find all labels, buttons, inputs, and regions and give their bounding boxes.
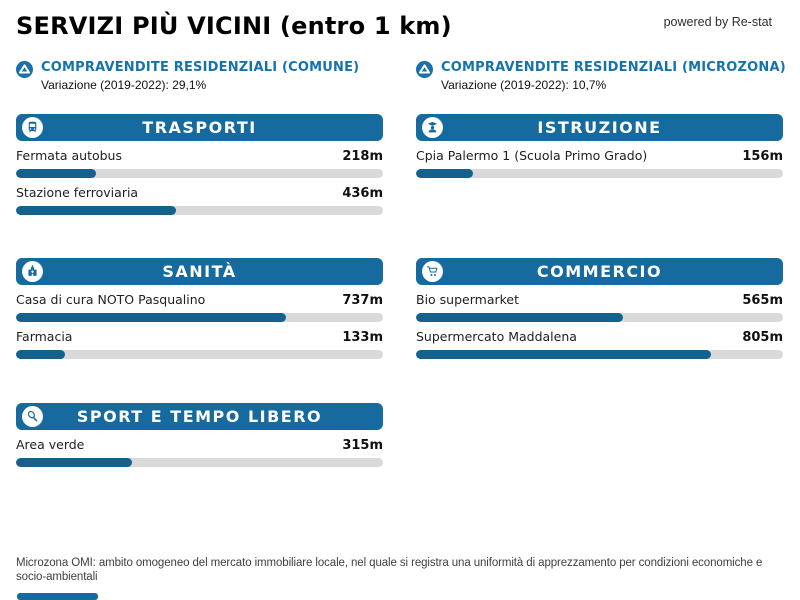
section-header <box>16 403 383 430</box>
distance-bar-track <box>16 313 383 322</box>
microzona-footnote: Microzona OMI: ambito omogeneo del mercato immobiliare locale, nel quale si registra una uniformità di apprezzamento per condizioni economiche e socio-ambientali <box>16 557 763 583</box>
section-header <box>416 258 783 285</box>
distance-bar-track <box>416 350 783 359</box>
service-item <box>16 148 383 178</box>
service-distance: 436m <box>342 186 383 201</box>
service-label: Farmacia <box>16 329 73 344</box>
distance-bar-track <box>416 313 783 322</box>
bus-icon <box>22 117 43 138</box>
distance-bar-track <box>16 206 383 215</box>
page-title: SERVIZI PIÙ VICINI (entro 1 km) <box>16 12 452 40</box>
next-section-header-partial <box>17 593 98 600</box>
service-distance: 133m <box>342 330 383 345</box>
service-item <box>16 329 383 359</box>
service-distance: 805m <box>742 330 783 345</box>
distance-bar-fill <box>416 350 711 359</box>
section-sanita <box>16 258 383 359</box>
section-title: COMMERCIO <box>536 262 663 281</box>
section-title: TRASPORTI <box>142 118 257 137</box>
service-label: Casa di cura NOTO Pasqualino <box>16 292 206 307</box>
distance-bar-fill <box>416 169 473 178</box>
service-distance: 315m <box>342 438 383 453</box>
student-icon <box>422 117 443 138</box>
service-distance: 156m <box>742 149 783 164</box>
service-item <box>16 185 383 215</box>
distance-bar-fill <box>16 350 65 359</box>
service-distance: 737m <box>342 293 383 308</box>
service-label: Stazione ferroviaria <box>16 185 139 200</box>
stat-variation: Variazione (2019-2022): 10,7% <box>441 78 607 92</box>
stat-comune <box>16 60 359 92</box>
stat-label: COMPRAVENDITE RESIDENZIALI (MICROZONA) <box>441 60 786 75</box>
service-label: Area verde <box>16 437 85 452</box>
distance-bar-fill <box>16 206 176 215</box>
stat-microzona <box>416 60 786 92</box>
section-header <box>416 114 783 141</box>
service-distance: 565m <box>742 293 783 308</box>
service-label: Supermercato Maddalena <box>416 329 577 344</box>
section-trasporti <box>16 114 383 215</box>
hospital-icon <box>22 261 43 282</box>
stat-variation: Variazione (2019-2022): 29,1% <box>41 78 207 92</box>
service-item <box>416 292 783 322</box>
service-item <box>416 148 783 178</box>
section-header <box>16 114 383 141</box>
section-title: SPORT E TEMPO LIBERO <box>76 407 323 426</box>
section-commercio <box>416 258 783 359</box>
section-sport-tempo-libero <box>16 403 383 467</box>
service-label: Bio supermarket <box>416 292 520 307</box>
service-item <box>16 437 383 467</box>
section-title: ISTRUZIONE <box>537 118 662 137</box>
service-item <box>16 292 383 322</box>
section-title: SANITÀ <box>162 262 237 281</box>
service-item <box>416 329 783 359</box>
powered-by-label: powered by Re-stat <box>663 15 772 29</box>
service-label: Cpia Palermo 1 (Scuola Primo Grado) <box>416 148 648 163</box>
service-distance: 218m <box>342 149 383 164</box>
section-istruzione <box>416 114 783 178</box>
distance-bar-track <box>416 169 783 178</box>
shopping-cart-icon <box>422 261 443 282</box>
distance-bar-fill <box>16 313 286 322</box>
distance-bar-track <box>16 458 383 467</box>
distance-bar-track <box>16 350 383 359</box>
triangle-up-icon <box>16 61 33 78</box>
distance-bar-fill <box>416 313 623 322</box>
section-header <box>16 258 383 285</box>
service-label: Fermata autobus <box>16 148 122 163</box>
distance-bar-fill <box>16 169 96 178</box>
triangle-up-icon <box>416 61 433 78</box>
distance-bar-track <box>16 169 383 178</box>
stat-label: COMPRAVENDITE RESIDENZIALI (COMUNE) <box>41 60 360 75</box>
distance-bar-fill <box>16 458 132 467</box>
tennis-racket-icon <box>22 406 43 427</box>
